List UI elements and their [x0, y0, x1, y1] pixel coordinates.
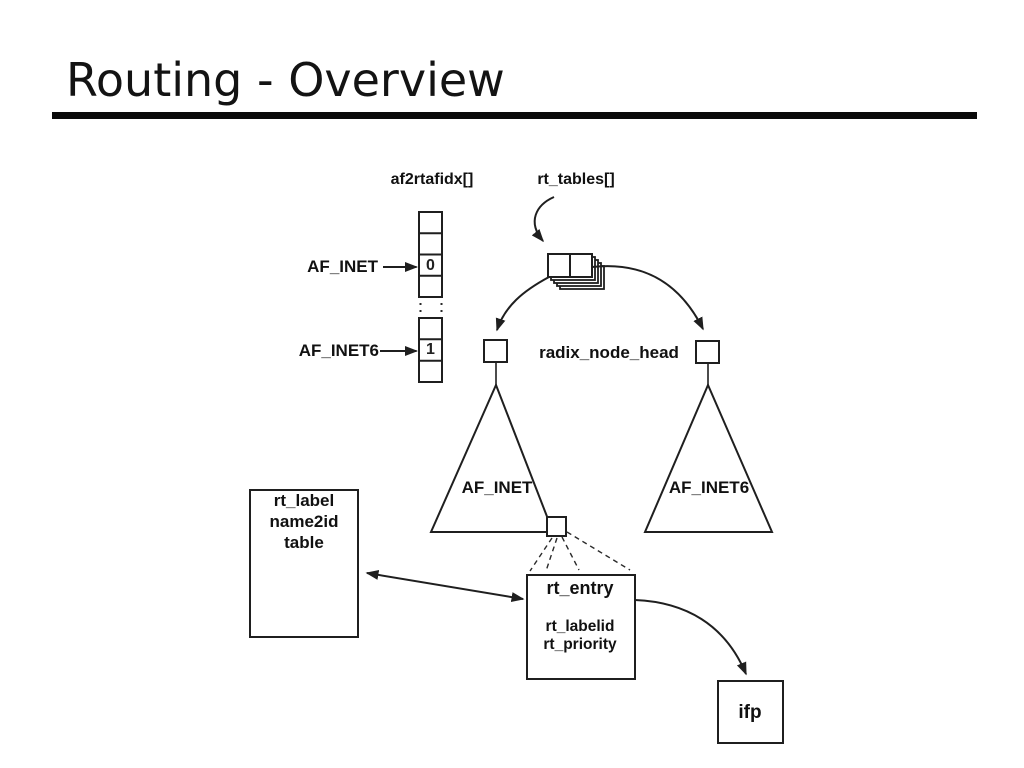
rt-entry-field-labelid: rt_labelid	[545, 618, 615, 635]
rt-tables-stack	[548, 254, 604, 289]
af-inet6-tree-label: AF_INET6	[668, 478, 750, 497]
rt-label-line3: table	[284, 533, 324, 552]
af-inet6-row-label: AF_INET6	[298, 341, 379, 360]
rt-label-rt-entry-arrow	[367, 573, 523, 599]
leaf-to-rt-entry-dashed-links	[530, 532, 630, 571]
af-inet-index-value: 0	[426, 257, 435, 274]
page-title: Routing - Overview	[66, 53, 505, 107]
af2rtafidx-array-label: af2rtafidx[]	[390, 171, 474, 188]
tree-leaf-node-square	[547, 517, 566, 536]
af2rtafidx-array-upper	[419, 212, 442, 297]
right-radix-node-head-square	[696, 341, 719, 363]
rt-label-line1: rt_label	[273, 491, 335, 510]
rt-label-box-text	[270, 490, 339, 553]
stack-to-left-head-arrow	[497, 277, 549, 330]
rt-entry-to-ifp-arrow	[635, 600, 746, 674]
af-inet-row-label: AF_INET	[307, 257, 378, 276]
rt-entry-field-priority: rt_priority	[543, 635, 617, 653]
af-inet6-index-value: 1	[426, 341, 435, 358]
rt-label-line2: name2id	[269, 512, 339, 531]
left-radix-node-head-square	[484, 340, 507, 362]
stack-to-right-head-arrow	[592, 266, 703, 329]
af-inet6-tree	[645, 385, 772, 532]
radix-node-head-label: radix_node_head	[539, 343, 679, 362]
ifp-label: ifp	[738, 702, 762, 723]
rt-tables-label-arrow	[535, 197, 554, 241]
rt-entry-fields	[543, 618, 616, 653]
rt-entry-title: rt_entry	[546, 578, 614, 598]
af-inet-tree	[431, 385, 553, 532]
af-inet-tree-label: AF_INET	[461, 478, 533, 497]
array-continuation-dots	[421, 303, 442, 314]
rt-tables-array-label: rt_tables[]	[537, 171, 615, 188]
